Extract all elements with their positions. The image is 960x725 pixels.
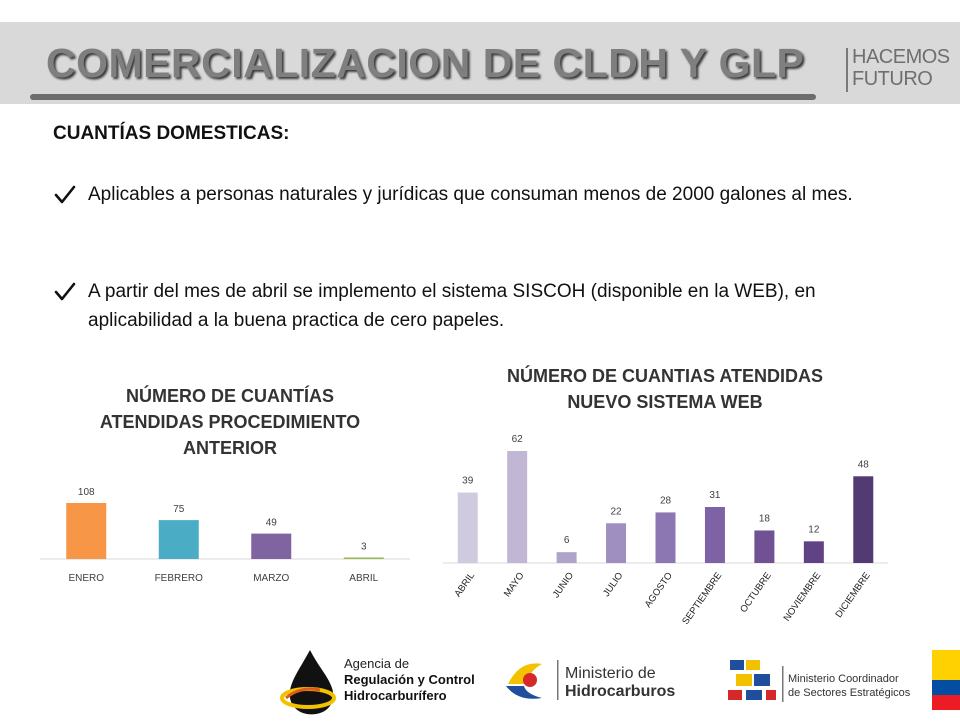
logo1-line1: Agencia de	[344, 656, 410, 671]
logo3-line1: Ministerio Coordinador	[788, 673, 899, 685]
bar-abril	[344, 557, 384, 559]
logo1-line2: Regulación y Control	[344, 672, 475, 687]
mh-logo	[506, 663, 542, 698]
bar-julio	[606, 523, 626, 563]
section-heading: CUANTÍAS DOMESTICAS:	[53, 123, 290, 144]
data-label: 12	[808, 524, 820, 536]
bar-septiembre	[705, 507, 725, 563]
bar-noviembre	[804, 541, 824, 563]
page-title: COMERCIALIZACION DE CLDH Y GLP	[46, 40, 805, 86]
bar-febrero	[159, 520, 199, 559]
data-label: 22	[610, 506, 622, 518]
tick-label: JULIO	[601, 570, 626, 599]
data-label: 108	[77, 487, 95, 498]
tick-label: ABRIL	[452, 570, 478, 600]
hacemos-futuro-logo	[846, 46, 950, 96]
logo-divider	[846, 48, 848, 92]
checkmark-icon	[53, 180, 77, 209]
footer-logos-art	[280, 640, 960, 720]
tick-label: FEBRERO	[154, 573, 203, 584]
logo2-line1: Ministerio de	[565, 665, 656, 682]
logo2-line2: Hidrocarburos	[565, 683, 676, 700]
data-label: 49	[265, 517, 277, 529]
data-label: 62	[511, 434, 523, 445]
tick-label: ENERO	[68, 573, 105, 584]
tick-label: MAYO	[501, 570, 527, 600]
tick-label: ABRIL	[349, 573, 379, 584]
chart-previous-procedure	[30, 470, 420, 590]
data-label: 39	[462, 475, 474, 487]
bar-enero	[66, 503, 106, 559]
tick-label: JUNIO	[550, 570, 577, 601]
chart-title-previous: NÚMERO DE CUANTÍAS ATENDIDAS PROCEDIMIENTO ANTERIOR	[99, 386, 361, 458]
bar-agosto	[656, 512, 676, 563]
data-label: 31	[709, 490, 721, 501]
data-label: 48	[857, 459, 869, 471]
bullet-item	[53, 180, 893, 209]
tick-label: DICIEMBRE	[833, 570, 873, 620]
logo3-line2: de Sectores Estratégicos	[788, 687, 911, 699]
ecuador-flag	[932, 650, 960, 710]
data-label: 3	[360, 541, 367, 553]
tick-label: NOVIEMBRE	[781, 570, 824, 624]
bullet-item	[53, 277, 893, 335]
bar-octubre	[754, 530, 774, 563]
tick-label: OCTUBRE	[738, 570, 774, 615]
chart-title-web: NÚMERO DE CUANTIAS ATENDIDAS NUEVO SISTEMA WEB	[506, 366, 823, 412]
bar-junio	[557, 552, 577, 563]
footer-logos	[280, 640, 960, 720]
tick-label: MARZO	[253, 573, 290, 584]
data-label: 28	[659, 495, 672, 507]
tick-label: AGOSTO	[642, 570, 675, 610]
data-label: 6	[563, 535, 570, 547]
mcse-logo	[728, 660, 776, 700]
bar-diciembre	[853, 476, 873, 563]
bar-mayo	[507, 451, 527, 563]
brand-line-1: HACEMOS	[852, 46, 950, 68]
arch-logo	[282, 650, 334, 714]
data-label: 18	[758, 513, 770, 525]
logo1-line3: Hidrocarburífero	[344, 688, 447, 703]
tick-label: SEPTIEMBRE	[680, 570, 725, 627]
bar-abril	[458, 493, 478, 563]
title-underline	[30, 94, 816, 100]
checkmark-icon	[53, 277, 77, 306]
bullet-text: A partir del mes de abril se implemento el sistema SISCOH (disponible en la WEB), en aplicabilidad a la buena practica de cero papeles.	[88, 281, 816, 331]
bullet-text: Aplicables a personas naturales y jurídicas que consuman menos de 2000 galones al mes.	[88, 184, 853, 205]
chart-web-system	[440, 420, 890, 635]
brand-line-2: FUTURO	[852, 68, 933, 90]
data-label: 75	[173, 504, 185, 516]
bar-marzo	[251, 534, 291, 559]
